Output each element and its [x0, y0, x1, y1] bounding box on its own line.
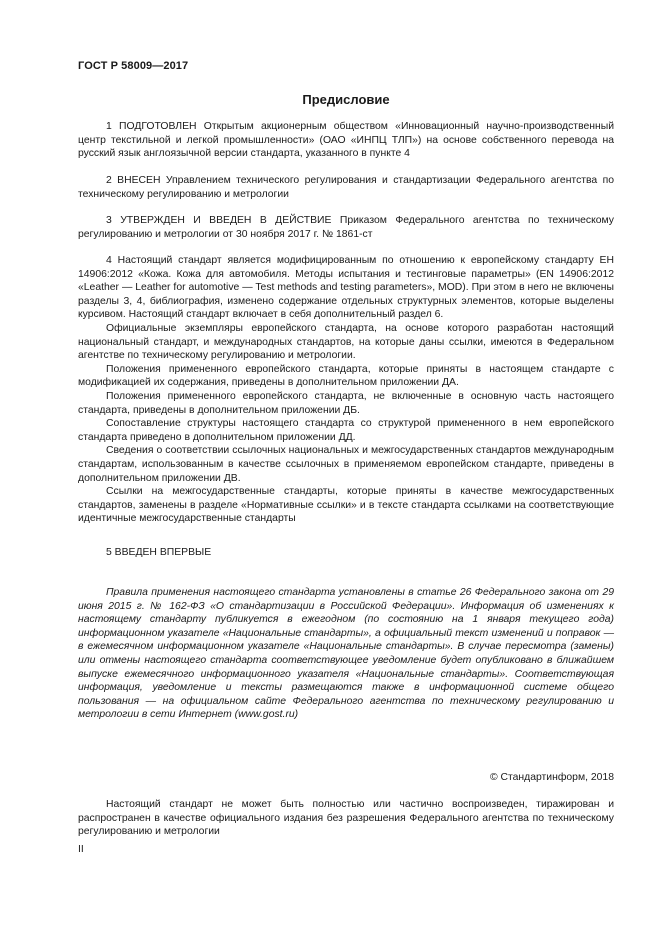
item-4-paragraph: 4 Настоящий стандарт является модифицированным по отношению к европейскому стандарту ЕН 14906:2012 «Кожа. Кожа для автомобиля. Методы испытания и тестинговые параметры» (EN 14906:2012 «Leather — Leather for automotive — Test methods and testing parameters», MOD). При этом в него не включены разделы 3, 4, библиография, изменено содержание отдельных структурных элементов, которые выделены курсивом. Настоящий стандарт включает в себя дополнительный раздел 6. — [78, 255, 614, 321]
item-1 — [78, 120, 614, 161]
item-5-text: 5 ВВЕДЕН ВПЕРВЫЕ — [106, 547, 212, 558]
item-5 — [78, 546, 614, 560]
reproduction-notice — [78, 798, 614, 839]
standard-id-header: ГОСТ Р 58009—2017 — [78, 60, 189, 72]
item-4-paragraph: Положения примененного европейского стандарта, которые приняты в настоящем стандарте с модификацией их содержания, приведены в дополнительном приложении ДА. — [78, 363, 614, 389]
item-3 — [78, 214, 614, 241]
item-4-paragraph: Сведения о соответствии ссылочных национальных и межгосударственных стандартов международным стандартам, использованным в качестве ссылочных в применяемом европейском стандарте, приведены в дополнительном приложении ДВ. — [78, 445, 614, 484]
item-4-paragraph: Сопоставление структуры настоящего стандарта со структурой примененного в нем европейского стандарта приведено в дополнительном приложении ДД. — [78, 418, 614, 443]
item-2 — [78, 174, 614, 201]
item-4-paragraph: Официальные экземпляры европейского стандарта, на основе которого разработан настоящий национальный стандарт, и международных стандартов, на которые даны ссылки, имеются в Федеральном агентстве по техническому регулированию и метрологии. — [78, 322, 614, 362]
reproduction-notice-text: Настоящий стандарт не может быть полностью или частично воспроизведен, тиражирован и распространен в качестве официального издания без разрешения Федерального агентства по техническому регулированию и метрологии — [78, 799, 614, 838]
rules-notice-text: Правила применения настоящего стандарта установлены в статье 26 Федерального закона от 29 июня 2015 г. № 162-ФЗ «О стандартизации в Российской Федерации». Информация об изменениях к настоящему стандарту публикуется в ежегодном (по состоянию на 1 января текущего года) информационном указателе «Национальные стандарты», а официальный текст изменений и поправок — в ежемесячном информационном указателе «Национальные стандарты». В случае пересмотра (замены) или отмены настоящего стандарта соответствующее уведомление будет опубликовано в ближайшем выпуске ежемесячного информационного указателя «Национальные стандарты». Соответствующая информация, уведомление и тексты размещаются также в информационной системе общего пользования — на официальном сайте Федерального агентства по техническому регулированию и метрологии в сети Интернет (www.gost.ru) — [78, 587, 614, 721]
item-4-paragraph: Положения примененного европейского стандарта, не включенные в основную часть настоящего стандарта, приведены в дополнительном приложении ДБ. — [78, 390, 614, 416]
rules-notice — [78, 586, 614, 722]
item-3-text: 3 УТВЕРЖДЕН И ВВЕДЕН В ДЕЙСТВИЕ Приказом Федерального агентства по техническому регулированию и метрологии от 30 ноября 2017 г. № 1861-ст — [78, 215, 614, 240]
item-1-text: 1 ПОДГОТОВЛЕН Открытым акционерным обществом «Инновационный научно-производственный центр текстильной и легкой промышленности» (ОАО «ИНПЦ ТЛП») на основе собственного перевода на русский язык англоязычной версии стандарта, указанного в пункте 4 — [78, 121, 614, 160]
item-4 — [78, 254, 614, 526]
page-title: Предисловие — [302, 92, 390, 107]
item-2-text: 2 ВНЕСЕН Управлением технического регулирования и стандартизации Федерального агентства по техническому регулированию и метрологии — [78, 175, 614, 200]
page-number: II — [78, 844, 84, 855]
item-4-paragraph: Ссылки на межгосударственные стандарты, которые приняты в качестве межгосударственных стандартов, заменены в разделе «Нормативные ссылки» и в тексте стандарта ссылками на соответствующие идентичные межгосударственные стандарты — [78, 486, 614, 525]
copyright: © Стандартинформ, 2018 — [489, 772, 614, 783]
